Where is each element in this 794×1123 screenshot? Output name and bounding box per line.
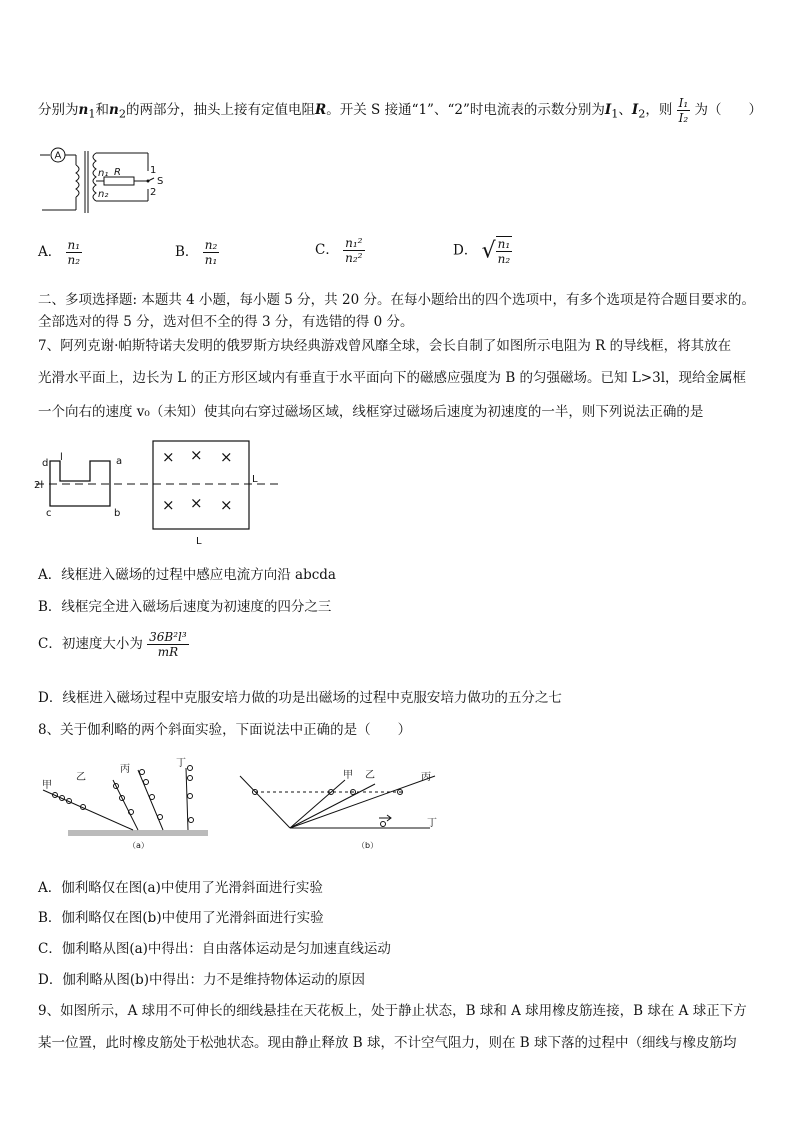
q6-c-frac — [343, 236, 364, 265]
q6-n2: n — [109, 102, 119, 118]
label-d: d — [42, 458, 49, 469]
diagram-pos1: 1 — [150, 165, 157, 176]
q7-option-b[interactable]: B．线框完全进入磁场后速度为初速度的四分之三 — [38, 599, 332, 615]
caption-b: （b） — [357, 841, 379, 850]
label-yi: 乙 — [76, 772, 86, 783]
cross-icon: × — [162, 496, 175, 514]
sqrt-icon: √ — [481, 238, 496, 264]
caption-a: （a） — [128, 841, 149, 850]
label-jia: 甲 — [343, 770, 353, 781]
q9-line2: 某一位置，此时橡皮筋处于松弛状态。现由静止释放 B 球，不计空气阻力，则在 B 球下落的过程中（细线与橡皮筋均 — [38, 1035, 737, 1051]
q6-n1-sub: 1 — [88, 107, 96, 121]
q7-c-text: C．初速度大小为 — [38, 636, 143, 652]
q6-text-a: 分别为 — [38, 102, 79, 118]
q6-b-frac — [203, 238, 220, 267]
q7-line3: 一个向右的速度 v₀（未知）使其向右穿过磁场区域，线框穿过磁场后速度为初速度的一半，则下列说法正确的是 — [38, 404, 704, 420]
option-letter: D． — [453, 242, 478, 259]
q8-diagram-a — [38, 750, 213, 850]
q7-option-c[interactable] — [38, 630, 189, 659]
q6-and: 和 — [95, 102, 109, 118]
q6-text-c: 。开关 S 接通“1”、“2”时电流表的示数分别为 — [326, 102, 605, 118]
q7-line2: 光滑水平面上，边长为 L 的正方形区域内有垂直于水平面向下的磁感应强度为 B 的匀强磁场。已知 L>3l，现给金属框 — [38, 370, 747, 386]
secondary-coil-icon — [93, 153, 96, 201]
q8-option-b[interactable]: B．伽利略仅在图(b)中使用了光滑斜面进行实验 — [38, 910, 324, 926]
label-a: a — [116, 456, 123, 467]
cross-icon: × — [190, 446, 203, 464]
diagram-S: S — [157, 176, 164, 187]
frac-num: n₁ — [497, 237, 511, 251]
q8-diagram-b — [235, 766, 455, 852]
label-ding: 丁 — [427, 818, 437, 829]
diagram-R: R — [114, 167, 121, 178]
q6-I1-sub: 1 — [611, 107, 619, 121]
frac-den: n₂² — [345, 251, 363, 265]
q6-option-c[interactable] — [315, 236, 365, 265]
q7-c-frac — [147, 630, 189, 659]
q6-n2-sub: 2 — [118, 107, 126, 121]
q6-frac-num: I₁ — [678, 96, 689, 110]
q8-option-c[interactable]: C．伽利略从图(a)中得出：自由落体运动是匀加速直线运动 — [38, 941, 391, 957]
left-incline — [240, 776, 290, 828]
q6-frac-den: I₂ — [678, 111, 689, 125]
section2-line1: 二、多项选择题: 本题共 4 小题，每小题 5 分，共 20 分。在每小题给出的四个选项中，有多个选项是符合题目要求的。 — [38, 292, 755, 308]
incline-jia — [43, 790, 133, 830]
cross-icon: × — [220, 448, 233, 466]
cross-icon: × — [162, 448, 175, 466]
q6-I1: I — [604, 102, 612, 118]
q6-R: R — [315, 102, 327, 118]
q6-current-ratio — [677, 96, 691, 125]
q6-option-b[interactable] — [175, 238, 219, 267]
cross-icon: × — [190, 494, 203, 512]
q6-option-a[interactable] — [38, 238, 82, 267]
label-c: c — [46, 508, 52, 519]
primary-coil-icon — [76, 165, 79, 197]
option-letter: A． — [38, 244, 62, 260]
q6-n1: n — [78, 102, 89, 118]
label-b: b — [114, 508, 121, 519]
q6-text-b: 的两部分，抽头上接有定值电阻 — [126, 102, 315, 118]
frac-num: 36B²l³ — [149, 630, 187, 644]
q7-frame-field-diagram — [30, 436, 290, 552]
frac-den: n₂ — [67, 253, 81, 267]
frac-num: n₁² — [345, 236, 363, 250]
section2-line2: 全部选对的得 5 分，选对但不全的得 3 分，有选错的得 0 分。 — [38, 314, 414, 330]
q6-option-d[interactable] — [453, 236, 512, 266]
label-L-right: L — [252, 474, 258, 485]
label-l: l — [60, 452, 63, 463]
ground — [68, 830, 208, 836]
frac-den: n₂ — [497, 252, 511, 266]
diagram-n2: n₂ — [98, 189, 109, 200]
label-bing: 丙 — [421, 772, 431, 783]
incline-bing — [138, 770, 163, 830]
option-letter: C． — [315, 242, 339, 258]
q6-I2-sub: 2 — [638, 107, 646, 121]
frac-num: n₁ — [67, 238, 81, 252]
frac-den: mR — [157, 645, 179, 659]
label-L-bottom: L — [196, 536, 202, 547]
frac-den: n₁ — [204, 253, 218, 267]
diagram-pos2: 2 — [150, 187, 157, 198]
label-ding: 丁 — [176, 758, 186, 769]
q6-text-d: ，则 — [645, 102, 673, 118]
q6-stem — [38, 96, 762, 125]
q7-option-d[interactable]: D．线框进入磁场过程中克服安培力做的功是出磁场的过程中克服安培力做功的五分之七 — [38, 690, 562, 706]
q9-line1: 9、如图所示，A 球用不可伸长的细线悬挂在天花板上，处于静止状态，B 球和 A 球用橡皮筋连接，B 球在 A 球正下方 — [38, 1003, 747, 1019]
label-yi: 乙 — [365, 770, 375, 781]
switch-icon — [148, 178, 154, 181]
q8-stem: 8、关于伽利略的两个斜面实验，下面说法中正确的是（ ） — [38, 722, 412, 738]
q8-option-a[interactable]: A．伽利略仅在图(a)中使用了光滑斜面进行实验 — [38, 880, 323, 896]
cross-icon: × — [220, 496, 233, 514]
q6-transformer-diagram — [40, 143, 170, 215]
incline-bing — [290, 776, 435, 828]
q6-d-frac — [496, 236, 513, 266]
label-bing: 丙 — [120, 764, 130, 775]
q6-sep: 、 — [618, 102, 632, 118]
diagram-n1: n₁ — [98, 168, 109, 179]
resistor-icon — [104, 177, 134, 185]
option-letter: B． — [175, 244, 199, 260]
frac-num: n₂ — [204, 238, 218, 252]
ammeter-label: A — [54, 150, 62, 162]
label-jia: 甲 — [42, 780, 52, 791]
q7-line1: 7、阿列克谢·帕斯特诺夫发明的俄罗斯方块经典游戏曾风靡全球，会长自制了如图所示电阻为 R 的导线框，将其放在 — [38, 338, 732, 354]
q7-option-a[interactable]: A．线框进入磁场的过程中感应电流方向沿 abcda — [38, 567, 336, 583]
q6-a-frac — [66, 238, 83, 267]
q8-option-d[interactable]: D．伽利略从图(b)中得出：力不是维持物体运动的原因 — [38, 972, 365, 988]
label-2l: 2l — [34, 480, 44, 491]
q6-text-e: 为（ ） — [694, 102, 763, 118]
q6-I2: I — [631, 102, 639, 118]
